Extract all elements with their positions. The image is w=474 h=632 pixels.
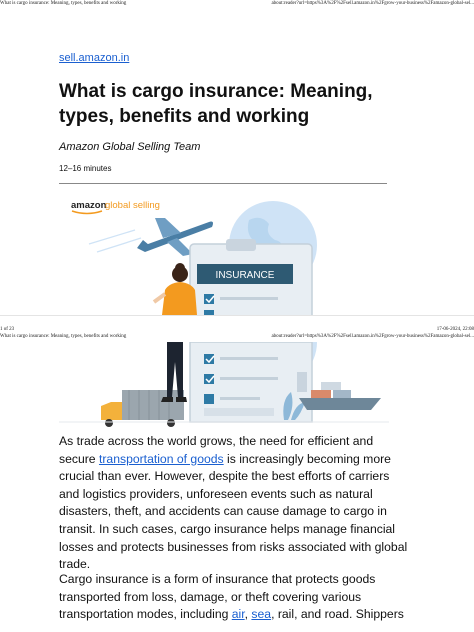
page-number: 1 of 23 (0, 327, 15, 332)
page-separator (0, 315, 474, 316)
print-header-url: about:reader?url=https%3A%2F%2Fsell.amazon.in%2Fgrow-your-business%2Famazon-global-sel... (271, 1, 474, 6)
hero-illustration-bottom (59, 342, 389, 435)
amazon-smile-icon (72, 211, 102, 214)
checkbox-icon (204, 394, 214, 404)
cargo-transport-illustration (59, 342, 389, 435)
hero-illustration-top (59, 190, 389, 315)
article-title: What is cargo insurance: Meaning, types, benefits and working (59, 81, 373, 127)
amazon-wordmark: amazon (71, 200, 107, 211)
insurance-clipboard-lower (190, 342, 312, 422)
cargo-insurance-illustration (59, 190, 389, 315)
read-time: 12–16 minutes (59, 164, 112, 173)
header-divider (59, 183, 387, 184)
insurance-sign-label: INSURANCE (215, 270, 275, 281)
sea-link[interactable]: sea (251, 607, 272, 622)
global-selling-wordmark: global selling (105, 200, 160, 211)
source-link[interactable]: sell.amazon.in (59, 52, 130, 64)
print-header-title-page2: What is cargo insurance: Meaning, types, benefits and working (0, 334, 127, 339)
insurance-clipboard (190, 239, 312, 315)
print-header-url-page2: about:reader?url=https%3A%2F%2Fsell.amazon.in%2Fgrow-your-business%2Famazon-global-sel... (271, 334, 474, 339)
definition-paragraph: Cargo insurance is a form of insurance that protects goods transported from loss, damage, or theft covering various transportation modes, including air, sea, rail, and road. Shippers (59, 572, 404, 622)
article-author: Amazon Global Selling Team (59, 141, 201, 153)
print-timestamp: 17-06-2024, 22:08 (436, 327, 474, 332)
intro-paragraph: As trade across the world grows, the need for efficient and secure transportation of goods is increasingly becoming more crucial than ever. However, despite the best efforts of carriers and logistics providers, unforeseen events such as natural disasters, theft, and accidents can cause damage to cargo in transit. In such cases, cargo insurance helps manage financial losses and protects businesses from risks associated with global trade. (59, 434, 408, 572)
transportation-of-goods-link[interactable]: transportation of goods (98, 451, 224, 466)
print-header-title: What is cargo insurance: Meaning, types, benefits and working (0, 1, 127, 6)
air-link[interactable]: air (231, 607, 245, 622)
